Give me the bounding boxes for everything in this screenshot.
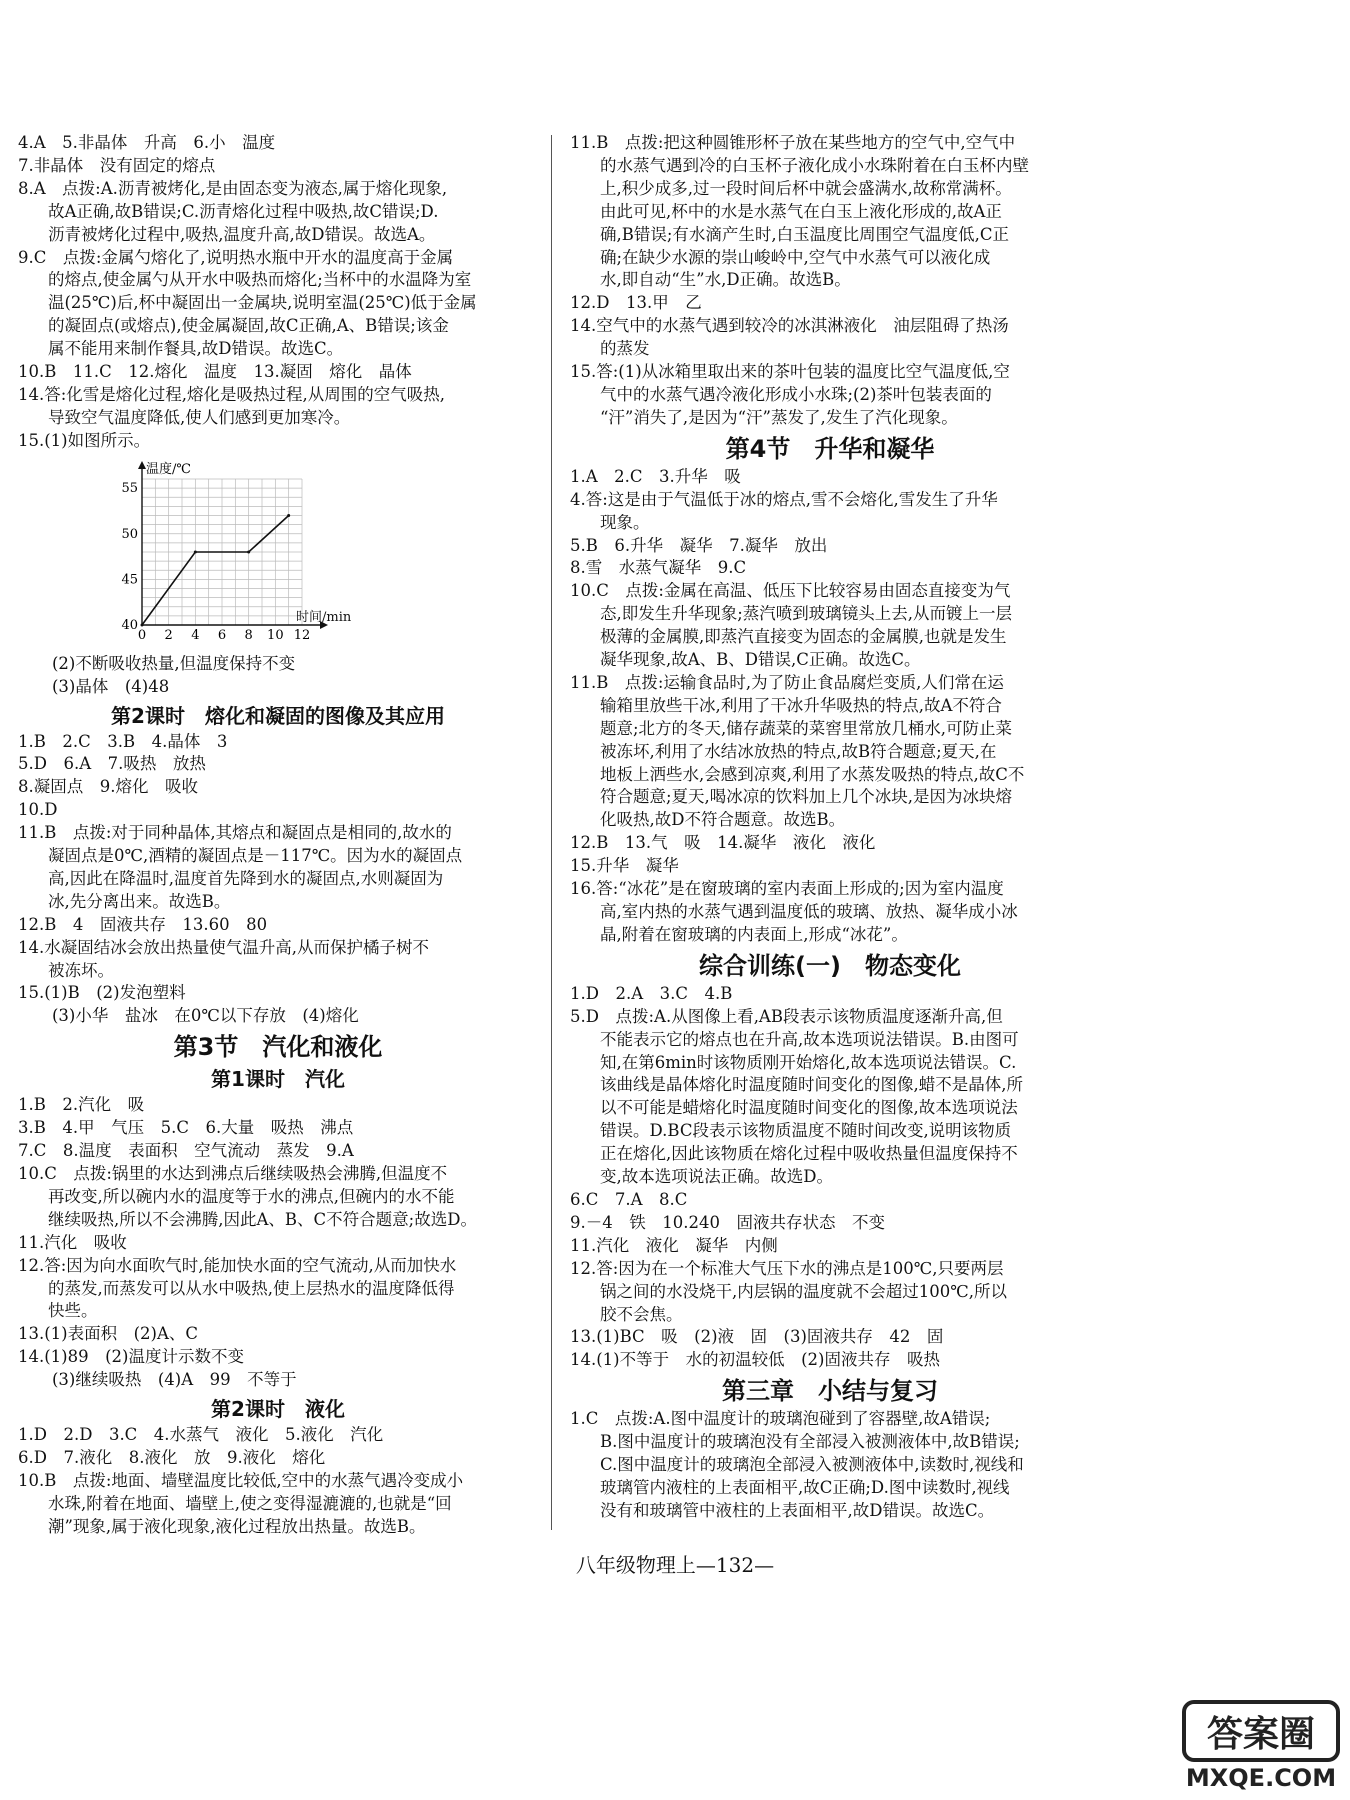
- melting-chart-svg: [18, 453, 352, 653]
- x-tick-label: 6: [217, 627, 227, 643]
- text-line: 高,因此在降温时,温度首先降到水的凝固点,水则凝固为: [48, 868, 444, 888]
- text-line: 输箱里放些干冰,利用了干冰升华吸热的特点,故A不符合: [600, 695, 1002, 715]
- x-axis-label: 时间/min: [296, 609, 352, 625]
- left-column: [18, 132, 538, 1539]
- text-line: 没有和玻璃管中液柱的上表面相平,故D错误。故选C。: [600, 1500, 995, 1520]
- text-line: 快些。: [48, 1301, 98, 1321]
- text-line: 13.(1)表面积 (2)A、C: [18, 1324, 199, 1344]
- text-line: C.图中温度计的玻璃泡全部浸入被测液体中,读数时,视线和: [600, 1455, 1024, 1475]
- text-line: 11.B 点拨:把这种圆锥形杯子放在某些地方的空气中,空气中: [570, 133, 1016, 152]
- section-heading: 第3节 汽化和液化: [173, 1033, 383, 1062]
- text-line: 10.C 点拨:锅里的水达到沸点后继续吸热会沸腾,但温度不: [18, 1164, 448, 1183]
- text-line: 故A正确,故B错误;C.沥青熔化过程中吸热,故C错误;D.: [48, 201, 439, 221]
- text-line: 正在熔化,因此该物质在熔化过程中吸收热量但温度保持不: [600, 1144, 1018, 1164]
- x-tick-label: 0: [137, 627, 147, 643]
- text-line: 水,即自动“生”水,D正确。故选B。: [600, 270, 851, 290]
- answer-block: [570, 1408, 1090, 1523]
- text-line: 14.(1)不等于 水的初温较低 (2)固液共存 吸热: [570, 1350, 940, 1370]
- text-line: 高,室内热的水蒸气遇到温度低的玻璃、放热、凝华成小冰: [600, 902, 1018, 921]
- text-line: B.图中温度计的玻璃泡没有全部浸入被测液体中,故B错误;: [600, 1432, 1020, 1452]
- text-line: 10.B 点拨:地面、墙壁温度比较低,空中的水蒸气遇冷变成小: [18, 1470, 464, 1490]
- text-line: 5.B 6.升华 凝华 7.凝华 放出: [570, 535, 828, 555]
- text-line: 12.B 13.气 吸 14.凝华 液化 液化: [570, 833, 876, 853]
- text-line: 继续吸热,所以不会沸腾,因此A、B、C不符合题意;故选D。: [48, 1209, 477, 1229]
- section-heading: 综合训练(一) 物态变化: [699, 951, 961, 980]
- text-line: 再改变,所以碗内水的温度等于水的沸点,但碗内的水不能: [48, 1186, 455, 1206]
- data-point: [194, 550, 197, 553]
- text-line: 8.A 点拨:A.沥青被烤化,是由固态变为液态,属于熔化现象,: [18, 178, 448, 198]
- text-line: 11.B 点拨:运输食品时,为了防止食品腐烂变质,人们常在运: [570, 672, 1004, 692]
- lesson-heading: 第1课时 汽化: [211, 1067, 345, 1092]
- text-line: 温(25℃)后,杯中凝固出一金属块,说明室温(25℃)低于金属: [48, 293, 477, 313]
- right-column: [570, 132, 1090, 1523]
- text-line: 题意;北方的冬天,储存蔬菜的菜窖里常放几桶水,可防止菜: [600, 718, 1013, 738]
- text-line: (2)不断吸收热量,但温度保持不变: [52, 653, 296, 673]
- x-tick-label: 10: [267, 627, 284, 643]
- text-line: 6.D 7.液化 8.液化 放 9.液化 熔化: [18, 1447, 326, 1467]
- text-line: 上,积少成多,过一段时间后杯中就会盛满水,故称常满杯。: [600, 178, 1012, 198]
- y-tick-label: 40: [121, 617, 138, 633]
- text-line: 知,在第6min时该物质刚开始熔化,故本选项说法错误。C.: [600, 1052, 1017, 1072]
- text-line: 化吸热,故D不符合题意。故选B。: [600, 810, 846, 830]
- y-axis-label: 温度/℃: [146, 461, 191, 477]
- section-heading: 第4节 升华和凝华: [725, 434, 935, 463]
- text-line: 该曲线是晶体熔化时温度随时间变化的图像,蜡不是晶体,所: [600, 1075, 1023, 1095]
- text-line: 14.空气中的水蒸气遇到较冷的冰淇淋液化 油层阻碍了热汤: [570, 316, 1009, 336]
- text-line: 沥青被烤化过程中,吸热,温度升高,故D错误。故选A。: [48, 224, 436, 244]
- text-line: 8.雪 水蒸气凝华 9.C: [570, 558, 747, 578]
- text-line: 12.答:因为在一个标准大气压下水的沸点是100℃,只要两层: [570, 1258, 1004, 1278]
- data-point: [141, 623, 144, 626]
- page-footer: 八年级物理上—132—: [575, 1553, 775, 1577]
- data-point: [247, 550, 250, 553]
- text-line: 以不可能是蜡熔化时温度随时间变化的图像,故本选项说法: [600, 1098, 1018, 1118]
- text-line: 10.C 点拨:金属在高温、低压下比较容易由固态直接变为气: [570, 581, 1011, 601]
- answer-block: [570, 466, 1090, 947]
- text-line: 1.B 2.C 3.B 4.晶体 3: [18, 731, 228, 751]
- text-line: 14.水凝固结冰会放出热量使气温升高,从而保护橘子树不: [18, 937, 429, 957]
- text-line: 15.升华 凝华: [570, 856, 679, 876]
- text-line: 12.答:因为向水面吹气时,能加快水面的空气流动,从而加快水: [18, 1255, 457, 1275]
- x-tick-label: 4: [191, 627, 200, 643]
- answer-block: [18, 653, 538, 699]
- text-line: 由此可见,杯中的水是水蒸气在白玉上液化形成的,故A正: [600, 201, 1002, 221]
- text-line: 极薄的金属膜,即蒸汽直接变为固态的金属膜,也就是发生: [600, 627, 1007, 647]
- text-line: 13.(1)BC 吸 (2)液 固 (3)固液共存 42 固: [570, 1327, 944, 1347]
- data-point: [287, 514, 290, 517]
- text-line: 5.D 6.A 7.吸热 放热: [18, 754, 206, 774]
- text-line: 14.(1)89 (2)温度计示数不变: [18, 1347, 244, 1367]
- y-axis-arrow: [138, 461, 146, 469]
- melting-chart: [18, 453, 538, 653]
- text-line: 1.C 点拨:A.图中温度计的玻璃泡碰到了容器壁,故A错误;: [570, 1409, 991, 1429]
- x-tick-label: 8: [244, 627, 253, 643]
- text-line: 5.D 点拨:A.从图像上看,AB段表示该物质温度逐渐升高,但: [570, 1006, 1003, 1026]
- x-tick-label: 2: [164, 627, 173, 643]
- text-line: 11.B 点拨:对于同种晶体,其熔点和凝固点是相同的,故水的: [18, 823, 452, 843]
- text-line: 地板上洒些水,会感到凉爽,利用了水蒸发吸热的特点,故C不: [600, 764, 1025, 784]
- text-line: 11.汽化 吸收: [18, 1232, 127, 1252]
- y-tick-label: 50: [121, 526, 138, 542]
- text-line: 被冻坏,利用了水结冰放热的特点,故B符合题意;夏天,在: [600, 741, 997, 761]
- text-line: 4.A 5.非晶体 升高 6.小 温度: [18, 133, 276, 152]
- text-line: 胶不会焦。: [600, 1304, 683, 1324]
- text-line: 的水蒸气遇到冷的白玉杯子液化成小水珠附着在白玉杯内壁: [600, 155, 1029, 175]
- x-tick-label: 12: [293, 627, 311, 643]
- text-line: 16.答:“冰花”是在窗玻璃的室内表面上形成的;因为室内温度: [570, 879, 1004, 899]
- text-line: 3.B 4.甲 气压 5.C 6.大量 吸热 沸点: [18, 1118, 354, 1138]
- section-heading: 第2课时 熔化和凝固的图像及其应用: [111, 703, 445, 728]
- answer-block: [18, 1094, 538, 1392]
- text-line: 8.凝固点 9.熔化 吸收: [18, 777, 198, 797]
- text-line: 1.D 2.D 3.C 4.水蒸气 液化 5.液化 汽化: [18, 1425, 384, 1445]
- text-line: 不能表示它的熔点也在升高,故本选项说法错误。B.由图可: [600, 1029, 1019, 1049]
- text-line: 12.D 13.甲 乙: [570, 293, 702, 313]
- text-line: 被冻坏。: [48, 960, 114, 980]
- text-line: 导致空气温度降低,使人们感到更加寒冷。: [48, 407, 351, 427]
- text-line: 玻璃管内液柱的上表面相平,故C正确;D.图中读数时,视线: [600, 1477, 1010, 1497]
- text-line: 的蒸发: [600, 339, 650, 359]
- text-line: “汗”消失了,是因为“汗”蒸发了,发生了汽化现象。: [600, 407, 958, 427]
- text-line: 气中的水蒸气遇冷液化形成小水珠;(2)茶叶包装表面的: [600, 384, 992, 404]
- text-line: 12.B 4 固液共存 13.60 80: [18, 914, 268, 934]
- text-line: (3)继续吸热 (4)A 99 不等于: [52, 1370, 297, 1390]
- text-line: 晶,附着在窗玻璃的内表面上,形成“冰花”。: [600, 924, 908, 944]
- answer-block: [570, 983, 1090, 1372]
- text-line: 水珠,附着在地面、墙壁上,使之变得湿漉漉的,也就是“回: [48, 1493, 452, 1513]
- text-line: 冰,先分离出来。故选B。: [48, 891, 231, 911]
- text-line: 符合题意;夏天,喝冰凉的饮料加上几个冰块,是因为冰块熔: [600, 787, 1013, 807]
- text-line: 1.A 2.C 3.升华 吸: [570, 466, 741, 486]
- text-line: 15.(1)如图所示。: [18, 430, 151, 450]
- text-line: 属不能用来制作餐具,故D错误。故选C。: [48, 339, 344, 359]
- text-line: 10.D: [18, 800, 58, 820]
- text-line: 的熔点,使金属勺从开水中吸热而熔化;当杯中的水温降为室: [48, 270, 472, 290]
- text-line: 7.C 8.温度 表面积 空气流动 蒸发 9.A: [18, 1141, 354, 1161]
- answer-block: [18, 731, 538, 1029]
- text-line: 15.答:(1)从冰箱里取出来的茶叶包装的温度比空气温度低,空: [570, 362, 1010, 382]
- y-tick-label: 45: [121, 572, 138, 588]
- text-line: 11.汽化 液化 凝华 内侧: [570, 1235, 778, 1255]
- text-line: 15.(1)B (2)发泡塑料: [18, 983, 186, 1003]
- answer-block: [570, 132, 1090, 430]
- text-line: 10.B 11.C 12.熔化 温度 13.凝固 熔化 晶体: [18, 362, 412, 382]
- text-line: 1.B 2.汽化 吸: [18, 1095, 145, 1115]
- text-line: 变,故本选项说法正确。故选D。: [600, 1167, 833, 1187]
- text-line: 现象。: [600, 512, 650, 532]
- text-line: (3)小华 盐冰 在0℃以下存放 (4)熔化: [52, 1006, 359, 1026]
- text-line: 潮”现象,属于液化现象,液化过程放出热量。故选B。: [48, 1516, 426, 1536]
- text-line: 9.－4 铁 10.240 固液共存状态 不变: [570, 1212, 885, 1232]
- text-line: 6.C 7.A 8.C: [570, 1189, 688, 1209]
- text-line: 锅之间的水没烧干,内层锅的温度就不会超过100℃,所以: [600, 1281, 1007, 1301]
- text-line: 凝华现象,故A、B、D错误,C正确。故选C。: [600, 650, 921, 670]
- text-line: 9.C 点拨:金属勺熔化了,说明热水瓶中开水的温度高于金属: [18, 247, 454, 267]
- text-line: 凝固点是0℃,酒精的凝固点是－117℃。因为水的凝固点: [48, 846, 463, 866]
- text-line: 确;在缺少水源的崇山峻岭中,空气中水蒸气可以液化成: [600, 247, 991, 267]
- lesson-heading: 第2课时 液化: [211, 1397, 345, 1422]
- section-heading: 第三章 小结与复习: [722, 1377, 938, 1406]
- text-line: 4.答:这是由于气温低于冰的熔点,雪不会熔化,雪发生了升华: [570, 489, 998, 509]
- watermark-logo: [1180, 1700, 1342, 1792]
- text-line: 的蒸发,而蒸发可以从水中吸热,使上层热水的温度降低得: [48, 1278, 455, 1298]
- y-tick-label: 55: [121, 480, 138, 496]
- answer-block: [18, 1424, 538, 1539]
- text-line: 错误。D.BC段表示该物质温度不随时间改变,说明该物质: [600, 1121, 1012, 1141]
- text-line: 7.非晶体 没有固定的熔点: [18, 155, 216, 175]
- text-line: 确,B错误;有水滴产生时,白玉温度比周围空气温度低,C正: [600, 224, 1010, 244]
- text-line: 1.D 2.A 3.C 4.B: [570, 983, 733, 1003]
- text-line: 态,即发生升华现象;蒸汽喷到玻璃镜头上去,从而镀上一层: [600, 604, 1013, 624]
- text-line: 的凝固点(或熔点),使金属凝固,故C正确,A、B错误;该金: [48, 316, 449, 336]
- text-line: (3)晶体 (4)48: [52, 676, 170, 696]
- answer-block: [18, 132, 538, 453]
- watermark-top: 答案圈: [1206, 1714, 1316, 1755]
- column-divider: [551, 135, 552, 1530]
- text-line: 14.答:化雪是熔化过程,熔化是吸热过程,从周围的空气吸热,: [18, 384, 446, 404]
- watermark-bottom: MXQE.COM: [1185, 1764, 1337, 1792]
